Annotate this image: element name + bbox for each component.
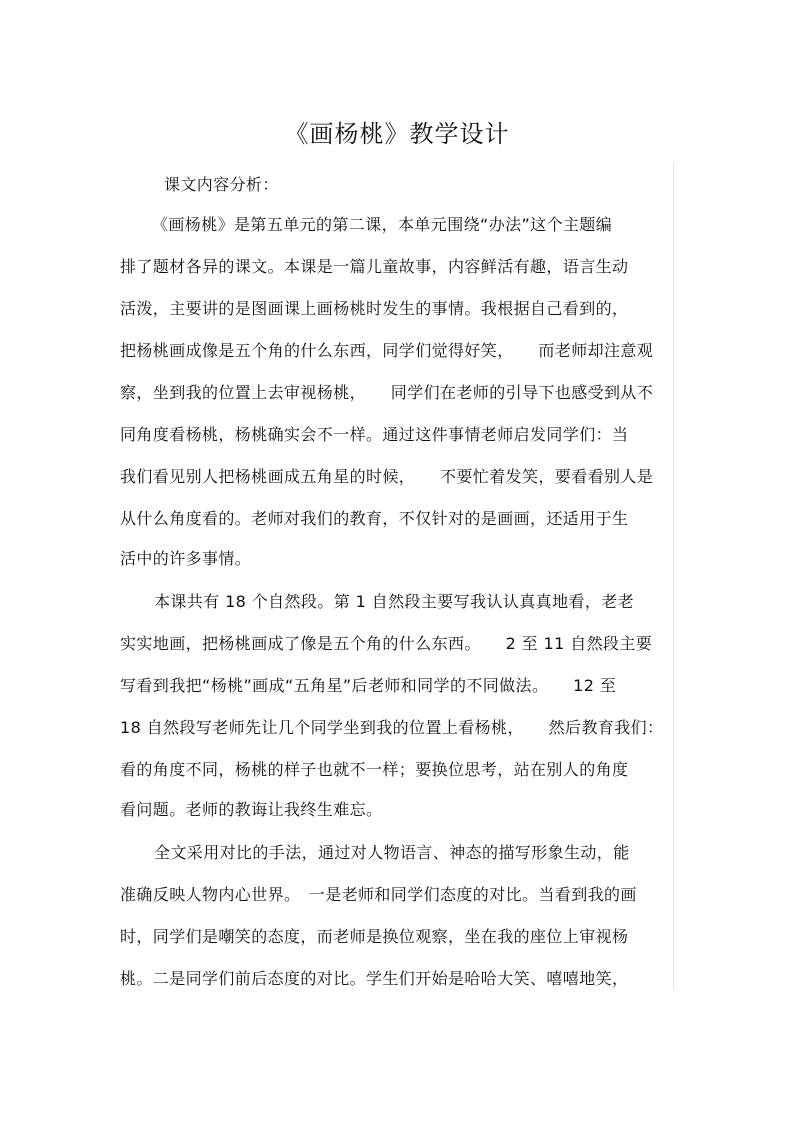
paragraph-2-line-5: 看的角度不同，杨桃的样子也就不一样；要换位思考，站在别人的角度 <box>120 760 629 779</box>
paragraph-1-line-7: 我们看见别人把杨桃画成五角星的时候， 不要忙着发笑，要看看别人是 <box>120 467 654 486</box>
paragraph-2-line-2: 实实地画，把杨桃画成了像是五个角的什么东西。 2 至 11 自然段主要 <box>120 634 653 653</box>
paragraph-2-line-1: 本课共有 18 个自然段。第 1 自然段主要写我认认真真地看，老老 <box>154 592 635 611</box>
paragraph-1-line-3: 活泼，主要讲的是图画课上画杨桃时发生的事情。我根据自己看到的， <box>120 299 629 318</box>
section-heading: 课文内容分析： <box>164 175 279 194</box>
paragraph-3-line-3: 时，同学们是嘲笑的态度，而老师是换位观察，坐在我的座位上审视杨 <box>120 927 629 946</box>
paragraph-1-line-4: 把杨桃画成像是五个角的什么东西，同学们觉得好笑， 而老师却注意观 <box>120 341 654 360</box>
paragraph-1-line-6: 同角度看杨桃，杨桃确实会不一样。通过这件事情老师启发同学们：当 <box>120 425 629 444</box>
paragraph-1-line-9: 活中的许多事情。 <box>120 549 252 568</box>
paragraph-1-line-5: 察，坐到我的位置上去审视杨桃， 同学们在老师的引导下也感受到从不 <box>120 383 654 402</box>
paragraph-1-line-1: 《画杨桃》是第五单元的第二课，本单元围绕“办法”这个主题编 <box>152 215 613 234</box>
document-title: 《画杨桃》教学设计 <box>284 120 510 148</box>
paragraph-3-line-1: 全文采用对比的手法，通过对人物语言、神态的描写形象生动，能 <box>154 843 630 862</box>
paragraph-2-line-3: 写看到我把“杨桃”画成“五角星”后老师和同学的不同做法。 12 至 <box>120 676 617 695</box>
paragraph-3-line-4: 桃。二是同学们前后态度的对比。学生们开始是哈哈大笑、嘻嘻地笑， <box>120 969 629 988</box>
paragraph-3-line-2: 准确反映人物内心世界。 一是老师和同学们态度的对比。当看到我的画 <box>120 885 637 904</box>
paragraph-1-line-8: 从什么角度看的。老师对我们的教育，不仅针对的是画画，还适用于生 <box>120 509 629 528</box>
margin-rule <box>673 162 674 990</box>
paragraph-2-line-6: 看问题。老师的教诲让我终生难忘。 <box>120 800 383 819</box>
paragraph-1-line-2: 排了题材各异的课文。本课是一篇儿童故事，内容鲜活有趣，语言生动 <box>120 257 629 276</box>
paragraph-2-line-4: 18 自然段写老师先让几个同学坐到我的位置上看杨桃， 然后教育我们： <box>120 718 664 737</box>
